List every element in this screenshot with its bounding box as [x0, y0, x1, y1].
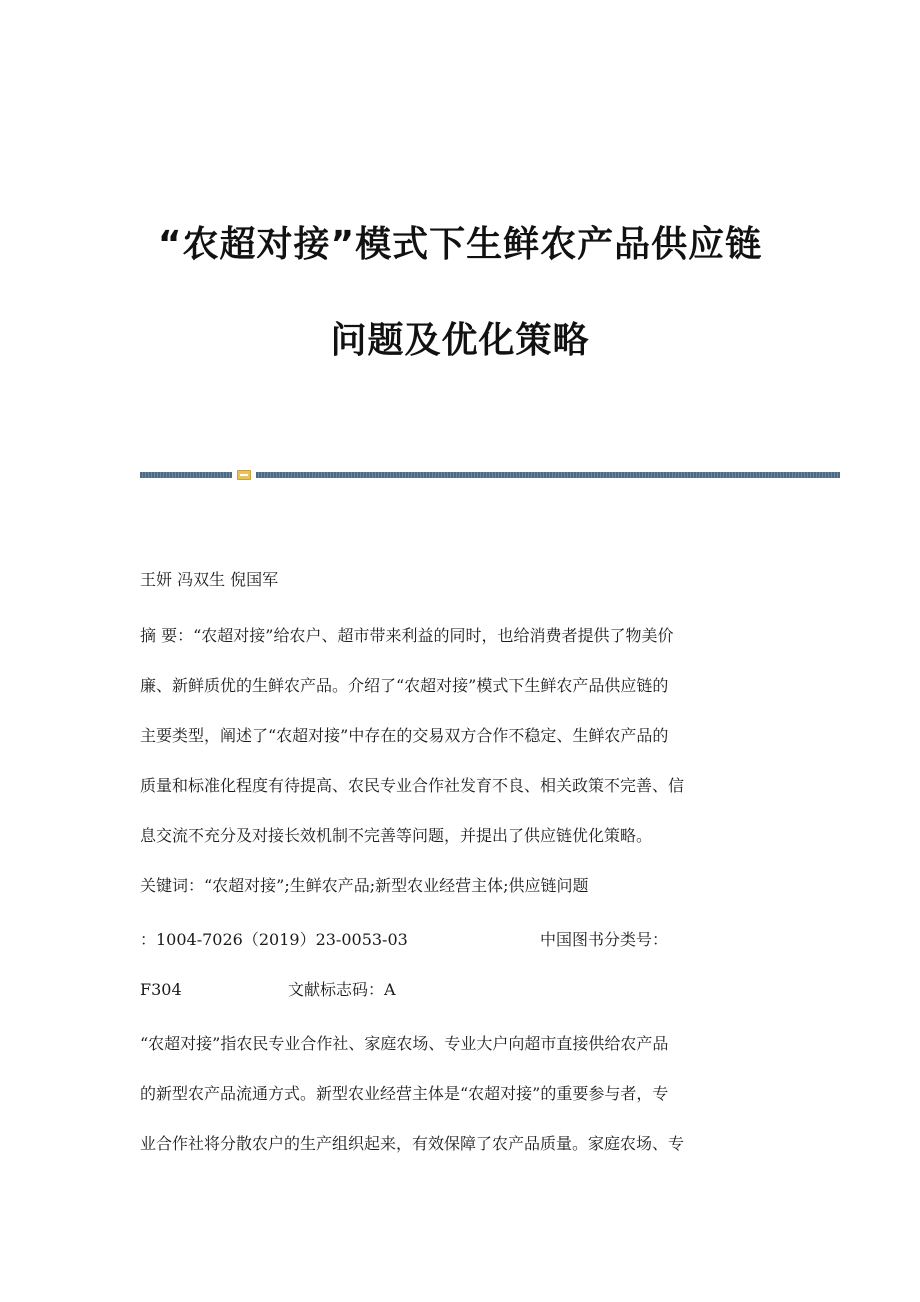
abstract-line: 主要类型，阐述了“农超对接”中存在的交易双方合作不稳定、生鲜农产品的: [140, 726, 669, 745]
body-paragraph-line: 业合作社将分散农户的生产组织起来，有效保障了农产品质量。家庭农场、专: [140, 1134, 685, 1153]
keywords: 关键词：“农超对接”;生鲜农产品;新型农业经营主体;供应链问题: [140, 876, 589, 895]
issn-number: ：1004-7026（2019）23-0053-03: [140, 930, 408, 949]
authors: 王妍 冯双生 倪国军: [140, 570, 279, 589]
abstract-line: 廉、新鲜质优的生鲜农产品。介绍了“农超对接”模式下生鲜农产品供应链的: [140, 676, 669, 695]
body-paragraph-line: 的新型农产品流通方式。新型农业经营主体是“农超对接”的重要参与者，专: [140, 1084, 669, 1103]
paper-title-line-1: “农超对接”模式下生鲜农产品供应链: [157, 224, 763, 265]
paper-title-line-2: 问题及优化策略: [330, 320, 590, 361]
abstract-line: 摘 要：“农超对接”给农户、超市带来利益的同时，也给消费者提供了物美价: [140, 626, 674, 645]
clc-label: 中国图书分类号：: [540, 930, 669, 949]
divider-bar-left: [140, 472, 232, 478]
abstract-line: 质量和标准化程度有待提高、农民专业合作社发育不良、相关政策不完善、信: [140, 776, 685, 795]
abstract-line: 息交流不充分及对接长效机制不完善等问题，并提出了供应链优化策略。: [140, 826, 653, 845]
clc-code: F304: [140, 980, 182, 999]
divider-emblem-icon: [237, 470, 251, 480]
title-divider: [140, 470, 840, 479]
document-code: 文献标志码：A: [288, 980, 396, 999]
divider-bar-right: [256, 472, 840, 478]
body-paragraph-line: “农超对接”指农民专业合作社、家庭农场、专业大户向超市直接供给农产品: [140, 1034, 669, 1053]
